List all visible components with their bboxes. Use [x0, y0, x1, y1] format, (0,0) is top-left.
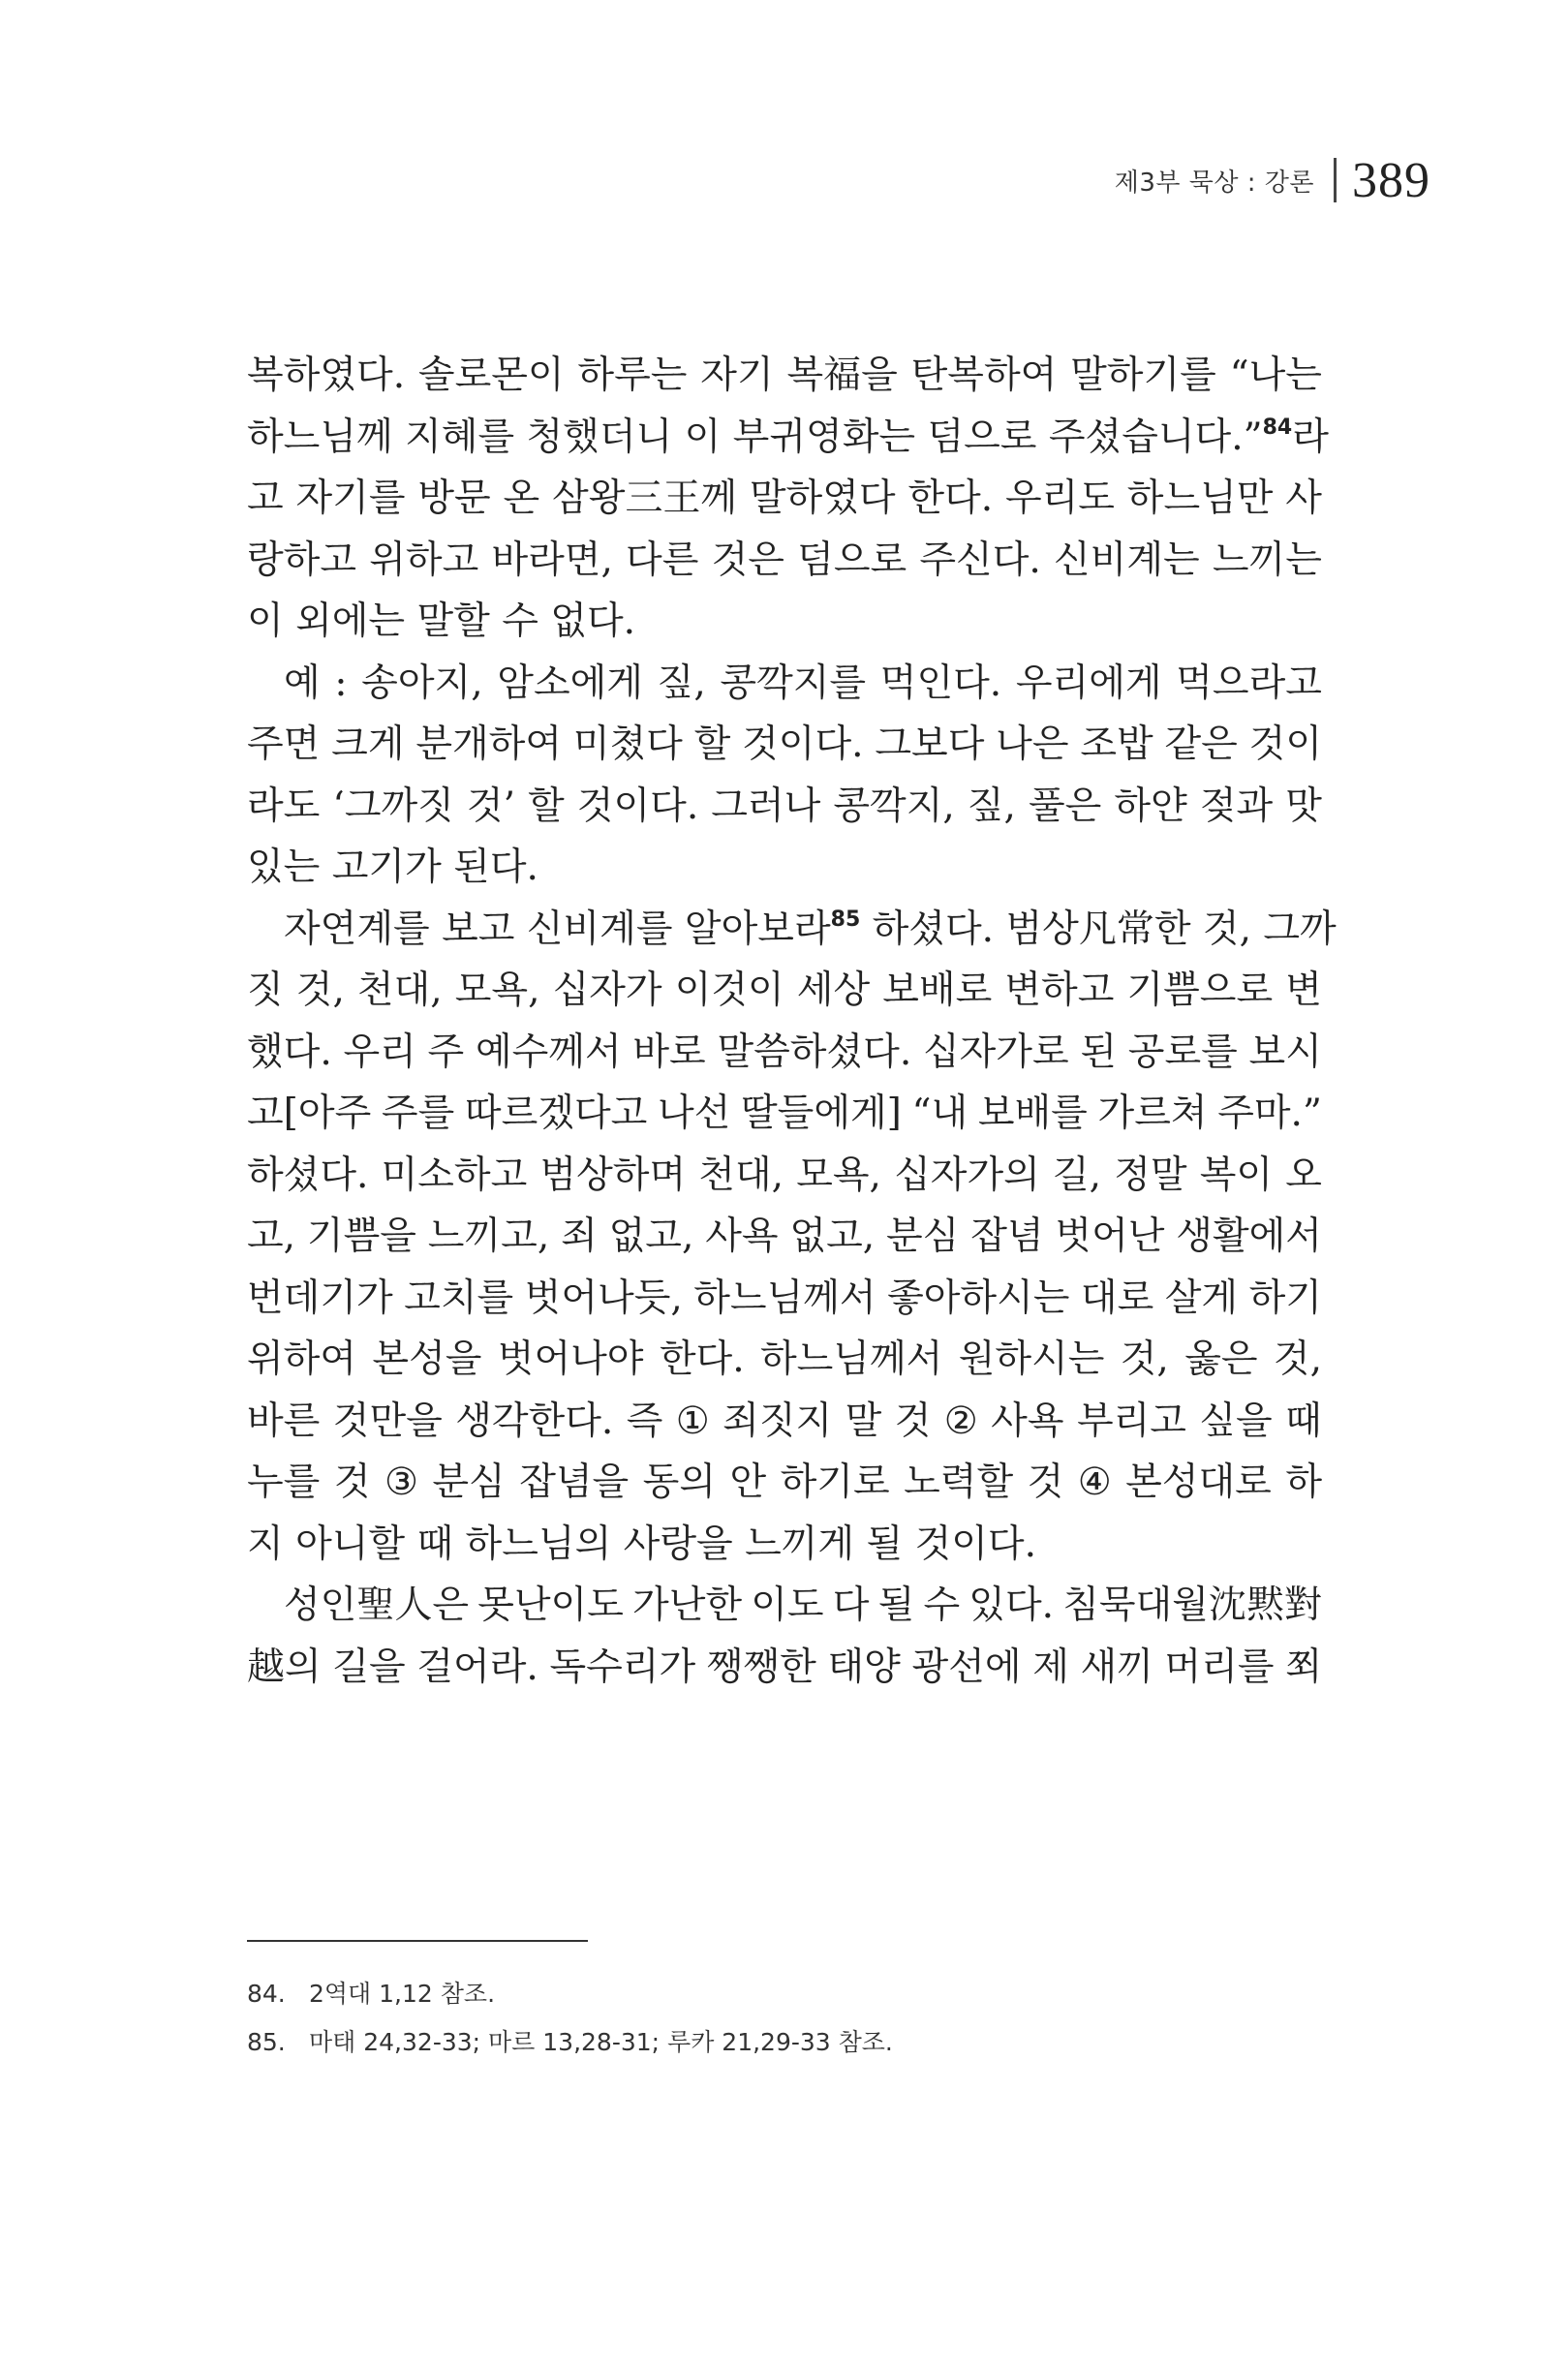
- word: 그보다: [875, 723, 985, 766]
- word: 느끼는: [1212, 538, 1322, 582]
- word: 자기: [700, 354, 774, 397]
- word: 바른: [247, 1399, 321, 1443]
- word: 있는 고기가 된다.: [247, 846, 538, 889]
- text-line: [247, 1022, 1322, 1084]
- word: 독수리가: [549, 1645, 696, 1689]
- word: 부리고: [1076, 1399, 1186, 1443]
- word: 느끼고,: [427, 1215, 550, 1258]
- word: 따르겠다고: [464, 1092, 648, 1135]
- word: 광선에: [911, 1645, 1022, 1689]
- word: 복하였다.: [247, 354, 406, 397]
- line-segment: [247, 407, 1329, 469]
- word: 세상: [796, 969, 871, 1012]
- word: ①: [675, 1399, 710, 1443]
- word: 죄: [561, 1215, 598, 1258]
- word: 우리도: [1004, 477, 1115, 520]
- word: 고: [247, 477, 284, 520]
- word: 사욕: [705, 1215, 779, 1258]
- word: 머리를: [1164, 1645, 1275, 1689]
- word: 고치를: [404, 1276, 514, 1320]
- word: 있다.: [968, 1584, 1055, 1627]
- word: 것: [894, 1399, 932, 1443]
- text-line: [247, 530, 1322, 592]
- running-header: [1115, 151, 1430, 209]
- word: 기쁨을: [306, 1215, 416, 1258]
- word: 하느님만: [1126, 477, 1274, 520]
- word: 될: [877, 1584, 915, 1627]
- body-text: [247, 345, 1337, 1914]
- word: 사욕: [991, 1399, 1064, 1443]
- word: 것이다.: [576, 784, 699, 828]
- word: 예수께서: [475, 1030, 622, 1074]
- footnote-ref-84: 84: [1262, 415, 1293, 440]
- word: 주면: [247, 723, 321, 766]
- word: 젖과: [1199, 784, 1274, 828]
- word: 딸들에게]: [740, 1092, 902, 1135]
- word: 말씀하셨다.: [717, 1030, 912, 1074]
- word: 좋아하시는: [887, 1276, 1070, 1320]
- text-line: [247, 653, 1322, 715]
- text-line: [247, 960, 1322, 1022]
- word: 것,: [1120, 1338, 1169, 1381]
- word: 짓: [247, 969, 284, 1012]
- word: 새끼: [1080, 1645, 1153, 1689]
- word: 모욕,: [454, 969, 540, 1012]
- word: 없고,: [608, 1215, 694, 1258]
- word: 누를: [247, 1461, 321, 1504]
- header-divider: [1334, 158, 1337, 202]
- word: 하: [1285, 1461, 1322, 1504]
- word: 변: [1285, 969, 1322, 1012]
- word: 것만을: [332, 1399, 443, 1443]
- footnotes: [247, 1970, 1322, 2067]
- footnote-divider: [247, 1940, 588, 1942]
- word: 방문: [417, 477, 491, 520]
- word: 걸어라.: [416, 1645, 538, 1689]
- word: 주: [427, 1030, 465, 1074]
- word: 다른: [626, 538, 699, 582]
- word: 잡념: [970, 1215, 1044, 1258]
- word: 즉: [626, 1399, 663, 1443]
- word: 우리: [343, 1030, 416, 1074]
- word: 그러나: [711, 784, 821, 828]
- word: 천대,: [356, 969, 443, 1012]
- word: 노력할: [904, 1461, 1014, 1504]
- word: 콩깍지를: [720, 661, 867, 705]
- word: 하루는: [577, 354, 688, 397]
- word: 것은: [711, 538, 784, 582]
- text-line: [247, 1083, 1322, 1145]
- word: 바로: [632, 1030, 706, 1074]
- text-line: [247, 407, 1329, 469]
- word: 먹인다.: [879, 661, 1002, 705]
- page-number: 389: [1352, 152, 1430, 208]
- word: 솔로몬이: [417, 354, 565, 397]
- word: 고[아주: [247, 1092, 372, 1135]
- word: 가르쳐: [1097, 1092, 1208, 1135]
- text-line: [247, 776, 1322, 838]
- word: 범상하며: [539, 1153, 687, 1197]
- text-line: [247, 899, 1337, 961]
- word: 십자가로: [922, 1030, 1069, 1074]
- word: 미쳤다: [572, 723, 683, 766]
- word: 안: [729, 1461, 767, 1504]
- word: 못난이도: [477, 1584, 624, 1627]
- word: 랑하고: [247, 538, 357, 582]
- text-line: [247, 1452, 1322, 1514]
- word: 다: [832, 1584, 870, 1627]
- word: 본성을: [372, 1338, 482, 1381]
- word: 공로를: [1127, 1030, 1238, 1074]
- word: 위하고: [369, 538, 479, 582]
- word: 말: [845, 1399, 882, 1443]
- word: 주마.”: [1217, 1092, 1322, 1135]
- word: ③: [384, 1461, 418, 1504]
- word: 하느님께 지혜를 청했더니 이 부귀영화는 덤으로 주셨습니다.”: [247, 415, 1263, 459]
- word: 태양: [827, 1645, 901, 1689]
- word: ②: [943, 1399, 978, 1443]
- word: 죄짓지: [723, 1399, 833, 1443]
- word: 사: [1285, 477, 1322, 520]
- word: 암소에게: [497, 661, 643, 705]
- word: “나는: [1229, 354, 1322, 397]
- text-line: [247, 1268, 1322, 1330]
- word: 나선: [657, 1092, 731, 1135]
- word: 복이: [1199, 1153, 1274, 1197]
- word: 동의: [642, 1461, 717, 1504]
- word: 먹으라고: [1176, 661, 1322, 705]
- word: 기쁨으로: [1126, 969, 1274, 1012]
- word: 벗어나야: [497, 1338, 644, 1381]
- word: 한다.: [907, 477, 994, 520]
- word: 제: [1032, 1645, 1069, 1689]
- word: 벗어나듯,: [524, 1276, 683, 1320]
- word: 것,: [295, 969, 345, 1012]
- word: 하기: [1248, 1276, 1322, 1320]
- word: 조밥: [1080, 723, 1153, 766]
- word: 말하였다: [749, 477, 896, 520]
- word: 라도: [247, 784, 321, 828]
- text-line: [247, 468, 1322, 530]
- word: 했다.: [247, 1030, 332, 1074]
- word: 침묵대월沈黙對: [1062, 1584, 1322, 1627]
- word: 예: [284, 661, 321, 705]
- text-line: [247, 591, 1322, 653]
- word: 변하고: [1004, 969, 1115, 1012]
- word: 주를: [381, 1092, 455, 1135]
- word: 짚,: [967, 784, 1016, 828]
- word: 번데기가: [247, 1276, 393, 1320]
- footnote-ref-85: 85: [830, 907, 861, 932]
- word: 복福을: [786, 354, 898, 397]
- word: “내: [911, 1092, 968, 1135]
- word: 쨍쨍한: [706, 1645, 816, 1689]
- text-line: [247, 1391, 1322, 1453]
- word: 이 외에는 말할 수 없다.: [247, 600, 636, 643]
- text-line: [247, 714, 1322, 776]
- word: 쬐: [1285, 1645, 1322, 1689]
- word: 맛: [1285, 784, 1322, 828]
- word: 때: [1285, 1399, 1322, 1443]
- word: 미소하고: [381, 1153, 528, 1197]
- footnote-84: [247, 1970, 1322, 2018]
- word: 라: [1292, 415, 1329, 459]
- word: 바라면,: [491, 538, 613, 582]
- word: 위하여: [247, 1338, 357, 1381]
- word: 보배로: [882, 969, 993, 1012]
- word: 옳은: [1184, 1338, 1258, 1381]
- word: 싶을: [1199, 1399, 1273, 1443]
- word: 본성대로: [1125, 1461, 1272, 1504]
- word: 것’: [466, 784, 515, 828]
- word: 원하시는: [958, 1338, 1105, 1381]
- word: 지 아니할 때 하느님의 사랑을 느끼게 될 것이다.: [247, 1522, 1036, 1566]
- word: 정말: [1114, 1153, 1187, 1197]
- word: 자기를: [295, 477, 406, 520]
- word: 온: [503, 477, 540, 520]
- word: ‘그까짓: [332, 784, 454, 828]
- word: 길,: [1052, 1153, 1102, 1197]
- word: 것: [333, 1461, 371, 1504]
- word: 덤으로: [797, 538, 907, 582]
- word: 것,: [1273, 1338, 1322, 1381]
- text-line: [247, 1329, 1322, 1391]
- word: 신비계는: [1053, 538, 1200, 582]
- word: 대로: [1080, 1276, 1154, 1320]
- word: 越의: [247, 1645, 322, 1689]
- word: 없고,: [789, 1215, 876, 1258]
- word: 이것이: [674, 969, 784, 1012]
- word: 생활에서: [1176, 1215, 1322, 1258]
- footnote-text: 2역대 1,12 참조.: [309, 1980, 496, 2008]
- text-line: [247, 1637, 1322, 1699]
- word: 수: [923, 1584, 961, 1627]
- word: 주신다.: [919, 538, 1041, 582]
- text-line: [247, 837, 1322, 899]
- text-line: [247, 1575, 1322, 1637]
- word: 천대,: [698, 1153, 784, 1197]
- word: 삼왕三王께: [552, 477, 738, 520]
- word: 말하기를: [1070, 354, 1216, 397]
- word: :: [334, 661, 348, 705]
- footnote-number: 85.: [247, 2028, 286, 2056]
- word: 하얀: [1114, 784, 1187, 828]
- word: 우리에게: [1015, 661, 1162, 705]
- word: 분심: [432, 1461, 506, 1504]
- word: 십자가: [552, 969, 662, 1012]
- word: 오: [1285, 1153, 1322, 1197]
- word: 보배를: [977, 1092, 1088, 1135]
- word: 짚,: [657, 661, 706, 705]
- text-line: [247, 1514, 1322, 1576]
- word: 하느님께서: [759, 1338, 943, 1381]
- word: 하셨다. 범상凡常한 것, 그까: [860, 907, 1337, 951]
- word: 풀은: [1029, 784, 1102, 828]
- word: 이도: [751, 1584, 824, 1627]
- word: 길을: [332, 1645, 406, 1689]
- word: 벗어난: [1055, 1215, 1165, 1258]
- footnote-text: 마태 24,32-33; 마르 13,28-31; 루카 21,29-33 참조.: [309, 2028, 893, 2056]
- word: 한다.: [659, 1338, 745, 1381]
- word: 생각한다.: [455, 1399, 614, 1443]
- word: 것: [1027, 1461, 1064, 1504]
- text-line: [247, 1206, 1322, 1268]
- word: 자연계를 보고 신비계를 알아보라: [284, 907, 831, 951]
- word: 보시: [1248, 1030, 1322, 1074]
- word: 살게: [1164, 1276, 1239, 1320]
- running-title: 제3부 묵상 : 강론: [1114, 168, 1314, 198]
- word: 가난한: [632, 1584, 743, 1627]
- word: 탄복하여: [910, 354, 1058, 397]
- word: 콩깍지,: [833, 784, 955, 828]
- word: 할: [528, 784, 565, 828]
- word: 모욕,: [796, 1153, 881, 1197]
- footnote-number: 84.: [247, 1980, 286, 2008]
- word: 잡념을: [519, 1461, 630, 1504]
- word: 하느님께서: [693, 1276, 876, 1320]
- word: 할: [693, 723, 731, 766]
- word: ④: [1077, 1461, 1112, 1504]
- word: 것이다.: [742, 723, 864, 766]
- word: 된: [1080, 1030, 1118, 1074]
- word: 십자가의: [894, 1153, 1040, 1197]
- word: 고,: [247, 1215, 296, 1258]
- line-segment: [284, 899, 1337, 961]
- text-line: [247, 1145, 1322, 1207]
- word: 분개하여: [415, 723, 563, 766]
- word: 크게: [331, 723, 405, 766]
- word: 성인聖人은: [284, 1584, 470, 1627]
- word: 같은: [1164, 723, 1238, 766]
- word: 나은: [996, 723, 1069, 766]
- word: 하셨다.: [247, 1153, 369, 1197]
- footnote-85: [247, 2018, 1322, 2067]
- word: 분심: [885, 1215, 960, 1258]
- text-line: [247, 345, 1322, 407]
- word: 송아지,: [361, 661, 483, 705]
- word: 것이: [1248, 723, 1322, 766]
- word: 하기로: [780, 1461, 890, 1504]
